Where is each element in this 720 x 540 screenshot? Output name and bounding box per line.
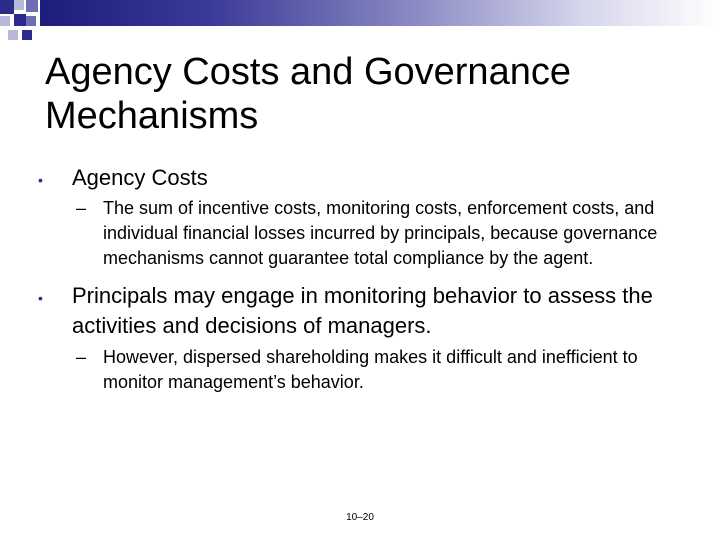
bullet-item xyxy=(38,281,678,341)
sub-bullet-text: The sum of incentive costs, monitoring costs, enforcement costs, and individual financial losses incurred by principals, because governance mechanisms cannot guarantee total compliance by the agent. xyxy=(103,198,658,268)
sub-bullet-item xyxy=(38,196,678,271)
bullet-list xyxy=(38,164,678,395)
page-number: 10–20 xyxy=(346,512,374,523)
bullet-text: Agency Costs xyxy=(72,165,208,190)
sub-bullet-text: However, dispersed shareholding makes it difficult and inefficient to monitor management’s behavior. xyxy=(103,347,638,392)
header-gradient-band xyxy=(40,0,720,26)
dash-icon: – xyxy=(76,347,87,367)
bullet-text: Principals may engage in monitoring behavior to assess the activities and decisions of managers. xyxy=(72,283,653,338)
bullet-icon: • xyxy=(38,172,43,188)
dash-icon: – xyxy=(76,198,87,218)
bullet-icon: • xyxy=(38,290,43,306)
sub-bullet-item xyxy=(38,345,678,395)
slide-title: Agency Costs and Governance Mechanisms xyxy=(45,51,571,137)
bullet-item xyxy=(38,164,678,192)
